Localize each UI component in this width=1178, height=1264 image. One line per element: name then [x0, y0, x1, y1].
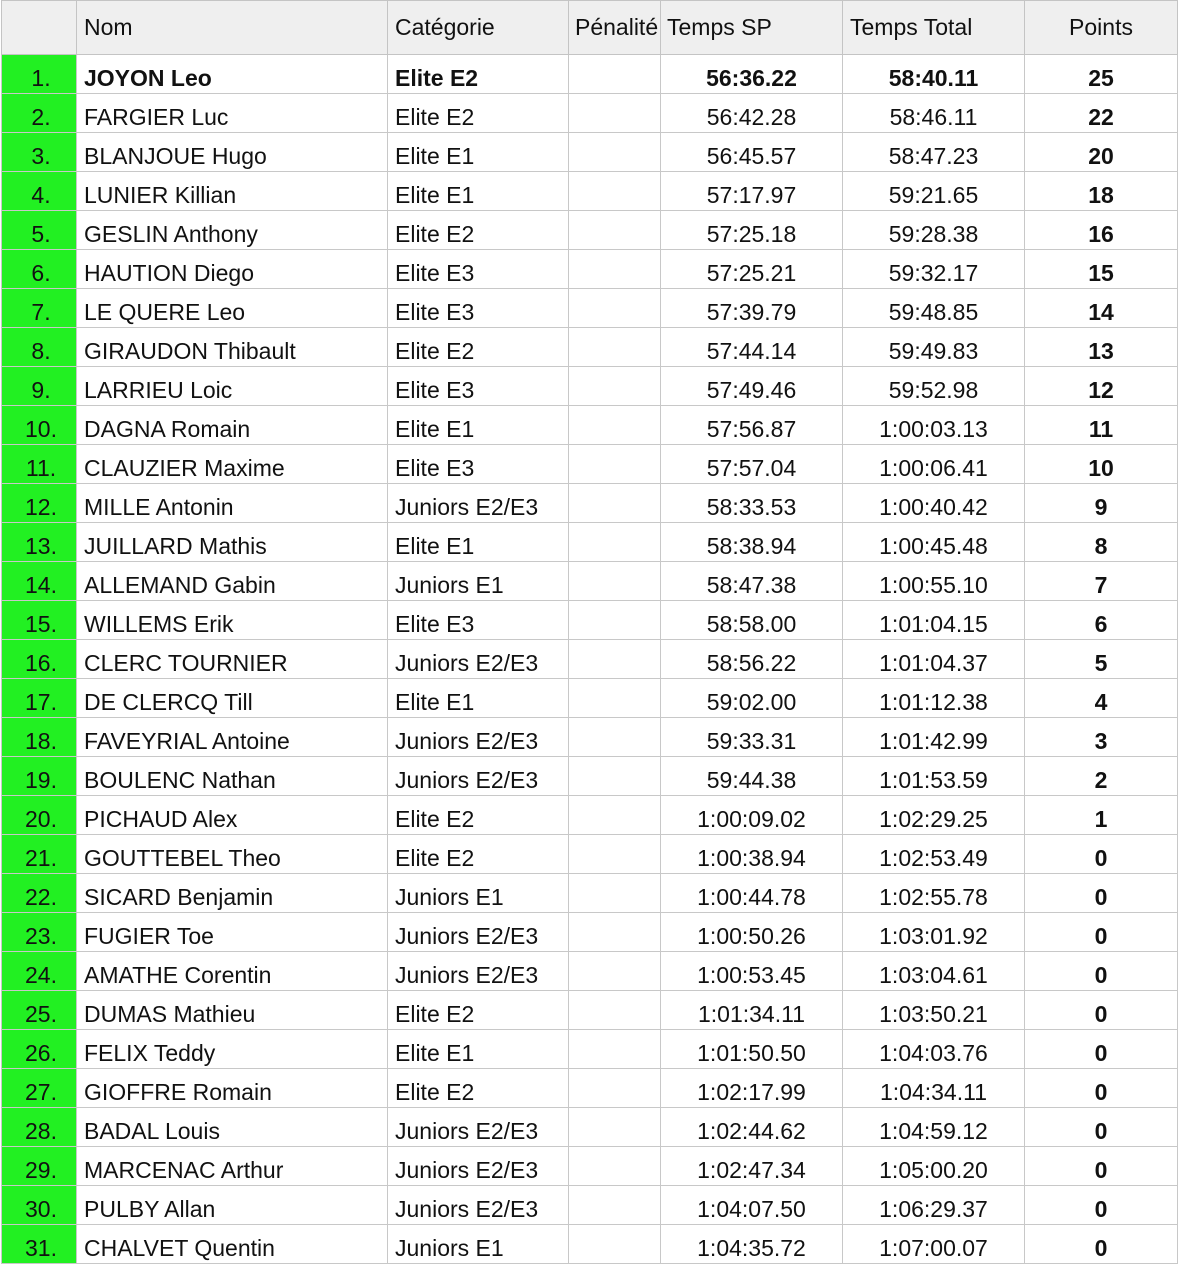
category-cell[interactable]: Elite E2 [388, 796, 569, 835]
category-cell[interactable]: Elite E3 [388, 445, 569, 484]
penalty-cell[interactable] [569, 406, 661, 445]
time-total-cell[interactable]: 1:00:40.42 [843, 484, 1025, 523]
rank-cell[interactable]: 1. [2, 55, 77, 94]
rank-cell[interactable]: 17. [2, 679, 77, 718]
rank-cell[interactable]: 9. [2, 367, 77, 406]
rank-cell[interactable]: 14. [2, 562, 77, 601]
time-total-cell[interactable]: 59:28.38 [843, 211, 1025, 250]
category-cell[interactable]: Juniors E2/E3 [388, 913, 569, 952]
table-row [2, 523, 1178, 562]
rank-cell[interactable]: 20. [2, 796, 77, 835]
category-cell[interactable]: Elite E2 [388, 94, 569, 133]
name-cell[interactable]: SICARD Benjamin [77, 874, 388, 913]
name-cell[interactable]: BOULENC Nathan [77, 757, 388, 796]
points-cell[interactable]: 1 [1025, 796, 1178, 835]
penalty-cell[interactable] [569, 484, 661, 523]
time-sp-cell[interactable]: 58:58.00 [661, 601, 843, 640]
time-sp-cell[interactable]: 58:47.38 [661, 562, 843, 601]
time-total-cell[interactable]: 1:01:04.37 [843, 640, 1025, 679]
penalty-cell[interactable] [569, 172, 661, 211]
name-cell[interactable]: GOUTTEBEL Theo [77, 835, 388, 874]
rank-cell[interactable]: 11. [2, 445, 77, 484]
points-cell[interactable]: 5 [1025, 640, 1178, 679]
penalty-cell[interactable] [569, 718, 661, 757]
rank-cell[interactable]: 3. [2, 133, 77, 172]
time-total-cell[interactable]: 1:02:29.25 [843, 796, 1025, 835]
table-row [2, 484, 1178, 523]
points-cell[interactable]: 0 [1025, 1030, 1178, 1069]
category-cell[interactable]: Juniors E2/E3 [388, 1108, 569, 1147]
time-total-cell[interactable]: 1:04:34.11 [843, 1069, 1025, 1108]
table-row [2, 1108, 1178, 1147]
category-cell[interactable]: Elite E1 [388, 679, 569, 718]
points-cell[interactable]: 15 [1025, 250, 1178, 289]
table-row [2, 601, 1178, 640]
category-cell[interactable]: Elite E1 [388, 523, 569, 562]
time-total-cell[interactable]: 59:49.83 [843, 328, 1025, 367]
rank-cell[interactable]: 15. [2, 601, 77, 640]
points-cell[interactable]: 0 [1025, 1225, 1178, 1264]
time-total-cell[interactable]: 1:02:53.49 [843, 835, 1025, 874]
table-row [2, 1069, 1178, 1108]
penalty-cell[interactable] [569, 133, 661, 172]
header-category[interactable]: Catégorie [388, 1, 569, 55]
penalty-cell[interactable] [569, 1186, 661, 1225]
time-sp-cell[interactable]: 59:33.31 [661, 718, 843, 757]
points-cell[interactable]: 0 [1025, 1186, 1178, 1225]
points-cell[interactable]: 22 [1025, 94, 1178, 133]
header-time-total[interactable]: Temps Total [843, 1, 1025, 55]
rank-cell[interactable]: 27. [2, 1069, 77, 1108]
penalty-cell[interactable] [569, 445, 661, 484]
time-total-cell[interactable]: 58:40.11 [843, 55, 1025, 94]
time-sp-cell[interactable]: 56:45.57 [661, 133, 843, 172]
time-sp-cell[interactable]: 58:56.22 [661, 640, 843, 679]
time-sp-cell[interactable]: 58:38.94 [661, 523, 843, 562]
time-sp-cell[interactable]: 57:25.18 [661, 211, 843, 250]
penalty-cell[interactable] [569, 523, 661, 562]
penalty-cell[interactable] [569, 991, 661, 1030]
header-time-sp[interactable]: Temps SP [661, 1, 843, 55]
name-cell[interactable]: FARGIER Luc [77, 94, 388, 133]
table-row [2, 757, 1178, 796]
header-points[interactable]: Points [1025, 1, 1178, 55]
points-cell[interactable]: 10 [1025, 445, 1178, 484]
rank-cell[interactable]: 7. [2, 289, 77, 328]
penalty-cell[interactable] [569, 835, 661, 874]
time-sp-cell[interactable]: 57:39.79 [661, 289, 843, 328]
rank-cell[interactable]: 22. [2, 874, 77, 913]
penalty-cell[interactable] [569, 328, 661, 367]
table-row [2, 1186, 1178, 1225]
time-sp-cell[interactable]: 57:49.46 [661, 367, 843, 406]
time-total-cell[interactable]: 1:04:59.12 [843, 1108, 1025, 1147]
rank-cell[interactable]: 31. [2, 1225, 77, 1264]
table-row [2, 133, 1178, 172]
table-row [2, 913, 1178, 952]
time-total-cell[interactable]: 59:52.98 [843, 367, 1025, 406]
time-total-cell[interactable]: 59:48.85 [843, 289, 1025, 328]
name-cell[interactable]: FUGIER Toe [77, 913, 388, 952]
rank-cell[interactable]: 16. [2, 640, 77, 679]
name-cell[interactable]: CHALVET Quentin [77, 1225, 388, 1264]
rank-cell[interactable]: 25. [2, 991, 77, 1030]
category-cell[interactable]: Elite E3 [388, 367, 569, 406]
category-cell[interactable]: Elite E2 [388, 835, 569, 874]
table-row [2, 289, 1178, 328]
table-row [2, 1147, 1178, 1186]
rank-cell[interactable]: 23. [2, 913, 77, 952]
category-cell[interactable]: Elite E1 [388, 133, 569, 172]
name-cell[interactable]: LUNIER Killian [77, 172, 388, 211]
time-sp-cell[interactable]: 56:42.28 [661, 94, 843, 133]
name-cell[interactable]: CLERC TOURNIER [77, 640, 388, 679]
points-cell[interactable]: 3 [1025, 718, 1178, 757]
category-cell[interactable]: Juniors E2/E3 [388, 484, 569, 523]
time-total-cell[interactable]: 1:00:55.10 [843, 562, 1025, 601]
name-cell[interactable]: PICHAUD Alex [77, 796, 388, 835]
points-cell[interactable]: 0 [1025, 1108, 1178, 1147]
rank-cell[interactable]: 13. [2, 523, 77, 562]
penalty-cell[interactable] [569, 1225, 661, 1264]
name-cell[interactable]: HAUTION Diego [77, 250, 388, 289]
penalty-cell[interactable] [569, 289, 661, 328]
table-row [2, 562, 1178, 601]
points-cell[interactable]: 7 [1025, 562, 1178, 601]
category-cell[interactable]: Elite E1 [388, 172, 569, 211]
time-sp-cell[interactable]: 59:44.38 [661, 757, 843, 796]
points-cell[interactable]: 0 [1025, 1147, 1178, 1186]
rank-cell[interactable]: 28. [2, 1108, 77, 1147]
time-sp-cell[interactable]: 56:36.22 [661, 55, 843, 94]
category-cell[interactable]: Juniors E1 [388, 562, 569, 601]
rank-cell[interactable]: 12. [2, 484, 77, 523]
points-cell[interactable]: 0 [1025, 835, 1178, 874]
rank-cell[interactable]: 8. [2, 328, 77, 367]
penalty-cell[interactable] [569, 679, 661, 718]
results-table [1, 0, 1178, 1264]
table-row [2, 952, 1178, 991]
time-sp-cell[interactable]: 58:33.53 [661, 484, 843, 523]
penalty-cell[interactable] [569, 757, 661, 796]
header-penalty[interactable]: Pénalité [569, 1, 661, 55]
table-row [2, 94, 1178, 133]
penalty-cell[interactable] [569, 601, 661, 640]
points-cell[interactable]: 12 [1025, 367, 1178, 406]
points-cell[interactable]: 8 [1025, 523, 1178, 562]
rank-cell[interactable]: 10. [2, 406, 77, 445]
points-cell[interactable]: 25 [1025, 55, 1178, 94]
time-sp-cell[interactable]: 57:44.14 [661, 328, 843, 367]
header-rank[interactable] [2, 1, 77, 55]
rank-cell[interactable]: 19. [2, 757, 77, 796]
time-total-cell[interactable]: 59:21.65 [843, 172, 1025, 211]
time-sp-cell[interactable]: 1:04:35.72 [661, 1225, 843, 1264]
time-total-cell[interactable]: 1:02:55.78 [843, 874, 1025, 913]
category-cell[interactable]: Elite E3 [388, 289, 569, 328]
time-sp-cell[interactable]: 1:00:09.02 [661, 796, 843, 835]
category-cell[interactable]: Elite E2 [388, 211, 569, 250]
time-total-cell[interactable]: 1:01:42.99 [843, 718, 1025, 757]
results-table-body [2, 55, 1178, 1264]
points-cell[interactable]: 14 [1025, 289, 1178, 328]
category-cell[interactable]: Juniors E2/E3 [388, 952, 569, 991]
name-cell[interactable]: ALLEMAND Gabin [77, 562, 388, 601]
category-cell[interactable]: Juniors E2/E3 [388, 1186, 569, 1225]
points-cell[interactable]: 9 [1025, 484, 1178, 523]
time-total-cell[interactable]: 59:32.17 [843, 250, 1025, 289]
rank-cell[interactable]: 18. [2, 718, 77, 757]
time-total-cell[interactable]: 58:47.23 [843, 133, 1025, 172]
points-cell[interactable]: 16 [1025, 211, 1178, 250]
time-total-cell[interactable]: 1:00:03.13 [843, 406, 1025, 445]
time-sp-cell[interactable]: 57:17.97 [661, 172, 843, 211]
penalty-cell[interactable] [569, 367, 661, 406]
name-cell[interactable]: BLANJOUE Hugo [77, 133, 388, 172]
time-total-cell[interactable]: 1:00:45.48 [843, 523, 1025, 562]
table-row [2, 835, 1178, 874]
table-row [2, 874, 1178, 913]
penalty-cell[interactable] [569, 211, 661, 250]
penalty-cell[interactable] [569, 94, 661, 133]
time-total-cell[interactable]: 1:00:06.41 [843, 445, 1025, 484]
penalty-cell[interactable] [569, 1069, 661, 1108]
penalty-cell[interactable] [569, 1147, 661, 1186]
rank-cell[interactable]: 21. [2, 835, 77, 874]
name-cell[interactable]: LE QUERE Leo [77, 289, 388, 328]
name-cell[interactable]: MARCENAC Arthur [77, 1147, 388, 1186]
table-row [2, 1030, 1178, 1069]
rank-cell[interactable]: 30. [2, 1186, 77, 1225]
category-cell[interactable]: Juniors E2/E3 [388, 757, 569, 796]
penalty-cell[interactable] [569, 874, 661, 913]
table-row [2, 55, 1178, 94]
rank-cell[interactable]: 29. [2, 1147, 77, 1186]
time-sp-cell[interactable]: 1:00:44.78 [661, 874, 843, 913]
time-sp-cell[interactable]: 1:00:53.45 [661, 952, 843, 991]
time-total-cell[interactable]: 1:01:04.15 [843, 601, 1025, 640]
time-sp-cell[interactable]: 1:02:44.62 [661, 1108, 843, 1147]
name-cell[interactable]: MILLE Antonin [77, 484, 388, 523]
time-sp-cell[interactable]: 57:56.87 [661, 406, 843, 445]
time-sp-cell[interactable]: 1:01:34.11 [661, 991, 843, 1030]
name-cell[interactable]: GESLIN Anthony [77, 211, 388, 250]
time-sp-cell[interactable]: 57:25.21 [661, 250, 843, 289]
category-cell[interactable]: Juniors E1 [388, 874, 569, 913]
category-cell[interactable]: Elite E2 [388, 991, 569, 1030]
time-total-cell[interactable]: 1:01:12.38 [843, 679, 1025, 718]
time-total-cell[interactable]: 1:03:01.92 [843, 913, 1025, 952]
time-sp-cell[interactable]: 57:57.04 [661, 445, 843, 484]
header-row [2, 1, 1178, 55]
name-cell[interactable]: PULBY Allan [77, 1186, 388, 1225]
table-row [2, 172, 1178, 211]
name-cell[interactable]: GIOFFRE Romain [77, 1069, 388, 1108]
name-cell[interactable]: LARRIEU Loic [77, 367, 388, 406]
time-sp-cell[interactable]: 1:04:07.50 [661, 1186, 843, 1225]
table-row [2, 328, 1178, 367]
penalty-cell[interactable] [569, 250, 661, 289]
category-cell[interactable]: Elite E2 [388, 328, 569, 367]
points-cell[interactable]: 4 [1025, 679, 1178, 718]
time-total-cell[interactable]: 1:01:53.59 [843, 757, 1025, 796]
penalty-cell[interactable] [569, 1108, 661, 1147]
time-total-cell[interactable]: 1:07:00.07 [843, 1225, 1025, 1264]
time-sp-cell[interactable]: 1:00:50.26 [661, 913, 843, 952]
name-cell[interactable]: BADAL Louis [77, 1108, 388, 1147]
table-row [2, 367, 1178, 406]
points-cell[interactable]: 2 [1025, 757, 1178, 796]
name-cell[interactable]: FELIX Teddy [77, 1030, 388, 1069]
rank-cell[interactable]: 5. [2, 211, 77, 250]
time-total-cell[interactable]: 1:03:50.21 [843, 991, 1025, 1030]
time-total-cell[interactable]: 1:03:04.61 [843, 952, 1025, 991]
name-cell[interactable]: JOYON Leo [77, 55, 388, 94]
rank-cell[interactable]: 2. [2, 94, 77, 133]
table-row [2, 718, 1178, 757]
header-name[interactable]: Nom [77, 1, 388, 55]
points-cell[interactable]: 0 [1025, 874, 1178, 913]
penalty-cell[interactable] [569, 55, 661, 94]
category-cell[interactable]: Elite E2 [388, 1069, 569, 1108]
penalty-cell[interactable] [569, 796, 661, 835]
name-cell[interactable]: DUMAS Mathieu [77, 991, 388, 1030]
name-cell[interactable]: GIRAUDON Thibault [77, 328, 388, 367]
category-cell[interactable]: Juniors E2/E3 [388, 1147, 569, 1186]
points-cell[interactable]: 13 [1025, 328, 1178, 367]
time-total-cell[interactable]: 58:46.11 [843, 94, 1025, 133]
rank-cell[interactable]: 26. [2, 1030, 77, 1069]
points-cell[interactable]: 0 [1025, 991, 1178, 1030]
table-row [2, 796, 1178, 835]
table-row [2, 1225, 1178, 1264]
time-sp-cell[interactable]: 1:01:50.50 [661, 1030, 843, 1069]
points-cell[interactable]: 20 [1025, 133, 1178, 172]
rank-cell[interactable]: 24. [2, 952, 77, 991]
category-cell[interactable]: Elite E3 [388, 250, 569, 289]
category-cell[interactable]: Juniors E1 [388, 1225, 569, 1264]
penalty-cell[interactable] [569, 562, 661, 601]
points-cell[interactable]: 0 [1025, 913, 1178, 952]
time-total-cell[interactable]: 1:06:29.37 [843, 1186, 1025, 1225]
category-cell[interactable]: Juniors E2/E3 [388, 718, 569, 757]
table-row [2, 679, 1178, 718]
name-cell[interactable]: DE CLERCQ Till [77, 679, 388, 718]
rank-cell[interactable]: 4. [2, 172, 77, 211]
time-total-cell[interactable]: 1:04:03.76 [843, 1030, 1025, 1069]
time-sp-cell[interactable]: 59:02.00 [661, 679, 843, 718]
table-row [2, 406, 1178, 445]
table-row [2, 211, 1178, 250]
time-sp-cell[interactable]: 1:00:38.94 [661, 835, 843, 874]
points-cell[interactable]: 11 [1025, 406, 1178, 445]
table-row [2, 640, 1178, 679]
name-cell[interactable]: WILLEMS Erik [77, 601, 388, 640]
name-cell[interactable]: JUILLARD Mathis [77, 523, 388, 562]
points-cell[interactable]: 6 [1025, 601, 1178, 640]
name-cell[interactable]: FAVEYRIAL Antoine [77, 718, 388, 757]
category-cell[interactable]: Elite E1 [388, 406, 569, 445]
category-cell[interactable]: Juniors E2/E3 [388, 640, 569, 679]
penalty-cell[interactable] [569, 1030, 661, 1069]
time-sp-cell[interactable]: 1:02:47.34 [661, 1147, 843, 1186]
name-cell[interactable]: DAGNA Romain [77, 406, 388, 445]
time-sp-cell[interactable]: 1:02:17.99 [661, 1069, 843, 1108]
points-cell[interactable]: 18 [1025, 172, 1178, 211]
rank-cell[interactable]: 6. [2, 250, 77, 289]
penalty-cell[interactable] [569, 913, 661, 952]
penalty-cell[interactable] [569, 640, 661, 679]
results-table-header [2, 1, 1178, 55]
table-row [2, 250, 1178, 289]
points-cell[interactable]: 0 [1025, 1069, 1178, 1108]
time-total-cell[interactable]: 1:05:00.20 [843, 1147, 1025, 1186]
penalty-cell[interactable] [569, 952, 661, 991]
table-row [2, 991, 1178, 1030]
name-cell[interactable]: AMATHE Corentin [77, 952, 388, 991]
category-cell[interactable]: Elite E3 [388, 601, 569, 640]
table-row [2, 445, 1178, 484]
name-cell[interactable]: CLAUZIER Maxime [77, 445, 388, 484]
points-cell[interactable]: 0 [1025, 952, 1178, 991]
category-cell[interactable]: Elite E1 [388, 1030, 569, 1069]
category-cell[interactable]: Elite E2 [388, 55, 569, 94]
